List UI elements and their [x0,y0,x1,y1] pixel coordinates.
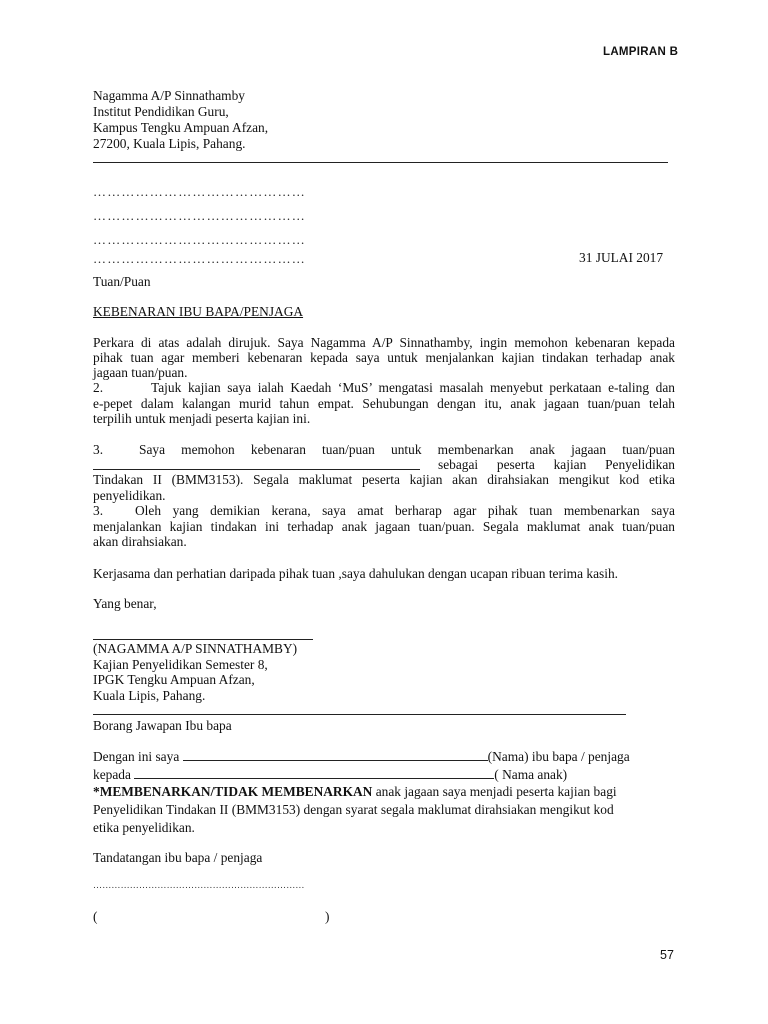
address-divider [93,162,668,163]
parent-signature-label: Tandatangan ibu bapa / penjaga [93,850,263,865]
para4-line3: akan dirahsiakan. [93,534,187,549]
recipient-line-1: ……………………………………… [93,184,306,199]
parent-name-field[interactable] [183,748,488,761]
signatory-institution: IPGK Tengku Ampuan Afzan, [93,672,255,687]
para3-line1: Saya memohon kebenaran tuan/puan untuk membenarkan anak jagaan tuan/puan [139,442,675,457]
sender-campus: Kampus Tengku Ampuan Afzan, [93,120,269,135]
para1-line1: Perkara di atas adalah dirujuk. Saya Nagamma A/P Sinnathamby, ingin memohon kebenaran kepada [93,335,675,350]
yang-benar: Yang benar, [93,596,157,611]
para2-number: 2. [93,380,104,395]
recipient-line-3: ……………………………………… [93,232,306,247]
para3-number: 3. [93,442,104,457]
signatory-location: Kuala Lipis, Pahang. [93,688,206,703]
sender-institution: Institut Pendidikan Guru, [93,104,229,119]
consent-line3: etika penyelidikan. [93,820,195,835]
para2-line3: terpilih untuk menjadi peserta kajian ini. [93,411,311,426]
signatory-name: (NAGAMMA A/P SINNATHAMBY) [93,641,298,656]
form-title: Borang Jawapan Ibu bapa [93,718,232,733]
para4-line2: menjalankan kajian tindakan ini terhadap anak jagaan tuan/puan. Segala maklumat anak tuan/puan [93,519,675,534]
kepada-suffix: ( Nama anak) [494,767,568,782]
parent-printed-name-field[interactable] [102,909,322,924]
salutation: Tuan/Puan [93,274,151,289]
consent-choice-row [93,784,617,800]
para1-line2: pihak tuan agar memberi kebenaran kepada saya untuk menjalankan kajian tindakan terhadap anak [93,350,675,365]
letter-date: 31 JULAI 2017 [579,250,664,265]
consent-choice-rest: anak jagaan saya menjadi peserta kajian bagi [372,784,617,799]
page-number: 57 [660,948,674,962]
parent-signature-field[interactable]: …………………………………………………………… [93,880,305,890]
form-divider [93,714,626,715]
paren-close: ) [325,909,330,924]
parent-name-row [93,748,630,765]
kepada-prefix: kepada [93,767,131,782]
para2-line2: e-pepet dalam kalangan murid tahun empat. Sehubungan dengan itu, anak jagaan tuan/puan telah [93,396,675,411]
child-name-row [93,766,567,783]
consent-choice[interactable]: *MEMBENARKAN/TIDAK MEMBENARKAN [93,784,373,799]
para4-number: 3. [93,503,104,518]
dengan-prefix: Dengan ini saya [93,749,180,764]
para2-line1: Tajuk kajian saya ialah Kaedah ‘MuS’ mengatasi masalah menyebut perkataan e-taling dan [151,380,675,395]
sender-postcode: 27200, Kuala Lipis, Pahang. [93,136,246,151]
lampiran-label: LAMPIRAN B [603,46,679,58]
recipient-line-4: ……………………………………… [93,251,306,266]
closing-sentence: Kerjasama dan perhatian daripada pihak tuan ,saya dahulukan dengan ucapan ribuan terima kasih. [93,566,619,581]
sender-name: Nagamma A/P Sinnathamby [93,88,245,103]
para4-line1: Oleh yang demikian kerana, saya amat berharap agar pihak tuan membenarkan saya [135,503,675,518]
para3-line4: penyelidikan. [93,488,166,503]
consent-line2: Penyelidikan Tindakan II (BMM3153) dengan syarat segala maklumat dirahsiakan mengikut kod [93,802,614,817]
signatory-course: Kajian Penyelidikan Semester 8, [93,657,268,672]
signature-line [93,639,313,640]
child-name-blank[interactable] [93,469,420,470]
para3-line3: Tindakan II (BMM3153). Segala maklumat peserta kajian akan dirahsiakan mengikut kod etika [93,472,675,487]
child-name-field[interactable] [134,766,494,779]
subject-heading: KEBENARAN IBU BAPA/PENJAGA [93,304,304,319]
para3-line2: sebagai peserta kajian Penyelidikan [438,457,675,472]
para1-line3: jagaan tuan/puan. [93,365,188,380]
recipient-line-2: ……………………………………… [93,208,306,223]
dengan-suffix: (Nama) ibu bapa / penjaga [487,749,630,764]
paren-open: ( [93,909,98,924]
